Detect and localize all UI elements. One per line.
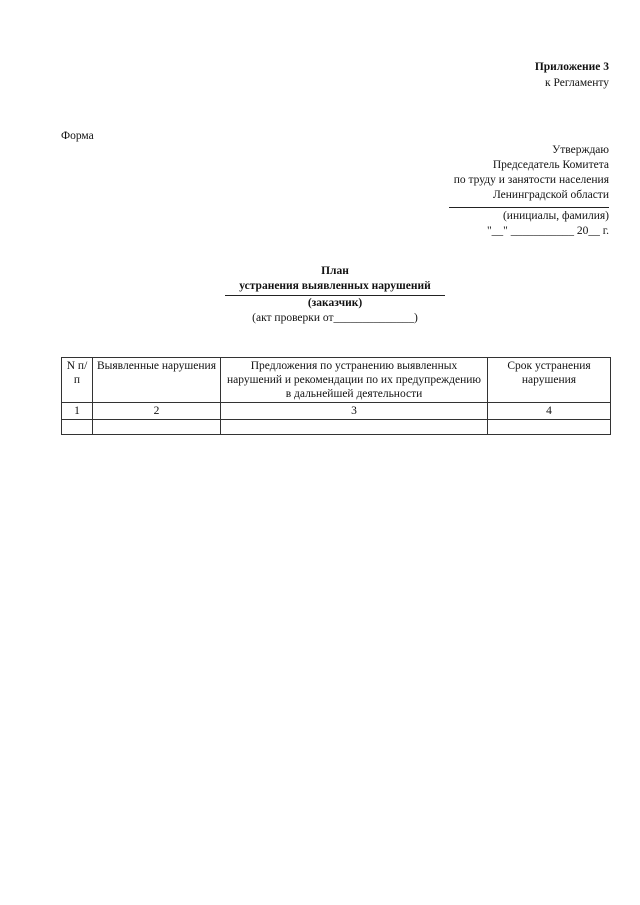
approval-line: Утверждаю	[552, 144, 609, 156]
table-cell: 4	[488, 403, 611, 420]
table-cell	[62, 420, 93, 435]
signature-caption: (инициалы, фамилия)	[502, 210, 609, 222]
annex-subtitle: к Регламенту	[545, 77, 609, 89]
plan-heading	[180, 264, 490, 325]
annex-title: Приложение 3	[534, 61, 609, 73]
approval-block	[454, 143, 609, 239]
table-row	[62, 420, 611, 435]
header-deadline: Срок устранения нарушения	[488, 358, 611, 403]
header-violations: Выявленные нарушения	[93, 358, 221, 403]
table-cell	[221, 420, 488, 435]
inspection-act-line: (акт проверки от______________)	[252, 311, 418, 324]
table-cell: 1	[62, 403, 93, 420]
approval-line: Председатель Комитета	[492, 159, 609, 171]
approval-date-line: "__" ___________ 20__ г.	[486, 225, 609, 237]
violations-plan-table	[61, 357, 611, 435]
header-number: N п/п	[62, 358, 93, 403]
plan-title: План	[321, 265, 349, 277]
table-cell: 2	[93, 403, 221, 420]
signature-line	[449, 207, 609, 208]
customer-caption: (заказчик)	[307, 297, 363, 309]
table-numbering-row	[62, 403, 611, 420]
form-label: Форма	[61, 130, 94, 142]
table-cell: 3	[221, 403, 488, 420]
header-proposals: Предложения по устранению выявленных нарушений и рекомендации по их предупреждению в дальнейшей деятельности	[221, 358, 488, 403]
plan-subtitle: устранения выявленных нарушений	[239, 279, 431, 292]
table-header-row	[62, 358, 611, 403]
table-cell	[93, 420, 221, 435]
approval-line: Ленинградской области	[492, 189, 609, 201]
approval-line: по труду и занятости населения	[453, 174, 609, 186]
table-cell	[488, 420, 611, 435]
